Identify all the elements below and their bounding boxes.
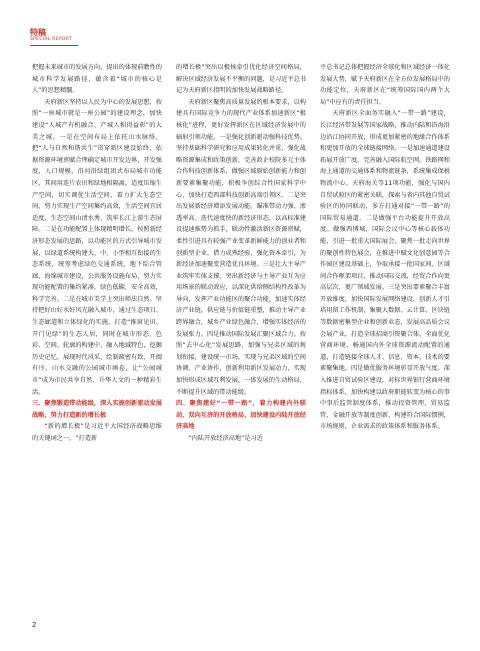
column-1: [32, 62, 162, 597]
section-header: [30, 28, 72, 43]
paragraph: “内陆开放经济高地”是习近: [188, 435, 263, 442]
paragraph: 天府新区坚持以人民为中心的发展思想，按照“一座城市就是一座公园”的建设理念，加快建设“人城产有机融合、产城人相得益彰”的大美之城。一是在空间布局上依托山水脉络，把“人与自然和谐共生”贯穿新区建设始终，依据资源环境禀赋合理确定城市开发边界，开发强度，人口规模，沿河沿绿组团式布局城市功能区，其间用连片农田和绿地相隔离，适度压缩生产空间，切实调优生活空间，着力扩大生态空间，努力实现生产空间集约高效，生活空间宜居适度，生态空间山清水秀，筑牢长江上游生态屏障。二是在功能配置上体现精明增长。按照新经济形态发展的思路，以功能区的方式引导城市发展，以绿道系统构建大、中、小型相互衔接的生态系统，统筹考虑绿色交通系统，地下综合管廊，海绵城市建设，公共服务设施布局，努力实现功能配置的集约紧凑，绿色低碳，安全高效，科学完善。二是在城市美学上突出师法自然。坚持把好山好水好风光融入城市，通过生态项目、生态廊道和立体绿化的实施，打造“推窗见田、开门见绿”的生态人居，同时在城市形态、色彩、空间、轮廓的构建中，融入地域特色，挖掘历史记忆，展现时代风采，绘制疏密有致、开阖有序、山水交融的公园城市画卷，让“公园城市”成为市民共享自然、升华人文的一种精彩生活。: [32, 98, 162, 396]
page-number: 2: [32, 621, 37, 629]
column-3: [320, 62, 450, 597]
paragraph: 天府新区聚焦高质量发展的根本要求，以构建具有国际竞争力的现代产业体系加速新区“极核化”进程，更好发挥新区在区域经济发展中的辐射引领功能。一是强化创新驱动强科技优势。坚持基础科学研究和应用成果转化并重，强化战略资源集成和政策创新，完善政企校院多元主体合作科技创新体系，做强区域原始创新能力和创新要素集聚功能，积极争创综合性国家科学中心，加快打造西部科技创新高端引领区。二是突出发展新经济增添发展动能。瞄准带动力强、渗透率高、迭代速度快的新经济形态，以高标准建设提速推势为抓手，联动性激活新区资源禀赋，柔性引进具有较强产业变革新鲜能力的创业者和创新型企业，借力成熟经验，强化资本牵引，为新经济加速聚变营造优良环境。三是壮大主导产业筑牢实体支撑。突出新经济与主导产业互为应用场景的联动效应，以深化供给侧结构性改革为导向，发挥产业功能区的聚合功能，加速实体经济产业链，供应链与价值链重塑，推动主导产业跨界融合，城乡产业绿色融合，增强实体经济的发展张力。四是推动国际发展汇聚区域合力。按照“去中心化”发展思路，加强与兄弟区域的规划衔接，建设统一市场，实现与兄弟区域的空间协调、产业协作，创新利用新区发展动力，实现加快形成区域互利发展，一体发展的生动格局，不断提升区域的带动能级。: [176, 98, 306, 396]
subheading: 三、聚焦锻造带动能级，深入实施创新驱动发展战略，努力打造新的增长极: [32, 400, 162, 419]
section-title: 特稿: [30, 28, 46, 37]
paragraph: 把握未来城市的发展方向，提出的体现前瞻性的城市科学发展路径，蕴含着“城市的核心是人”的思想精髓。: [32, 64, 162, 95]
paragraph: 的增长极”突出以极核牵引优化经济空间格局，解决区域经济发展不平衡的问题，是习近平总书记为天府新区指明的加快发展战略路径。: [176, 64, 306, 95]
paragraph: 天府新区全面务实融入“一带一路”建设，长江经济带发展等国家战略，推动内陆和沿海沿边沿江协同开放，形成更加紧密的地缘合作体系和更加开放的全球链接网络。一是加速通道建设拓展开放广度。完善融入国际航空网，铁路网和海上通道的交通体系和物流链条，系统集成保税物流中心、天府海关等11项功能，强化与国内自贸试验区的紧密关联，探索与省内其他自贸试验区的协同联动，多方打通对接“一带一路”的国际贸易通道。二是做强平台功能提升开放高度。做强西博城，国际会议中心等核心载体功能，引进一批重大国际展会，聚焦一批走向世界的聚创性特色展会，在推进中赋文化创意园等合作园区建设基础上，争取承接一批国家间、区域间合作框架项目，推动国际交流，经贸合作向更高层次、更广领域发展。三是突出要素聚合丰富开放维度。加快国际发展网络建设，创新人才引培用留工作机制，集聚大数据、云计算、区块链等数据密集型企业和创新业态，发展高品质会议会展产业，打造全球招商引资聚合体，全面优化营商环境，畅通国内外全球资源流动配置的通道，打造链接全球人才、信息、资本，技术的要素聚集地。四是做优服务环境彰显开放气度。深入推进自贸试验区建设，对标世界银行营商环境指标体系，加快构建以政府职能转变为核心的事中事后监管制度体系，推动投资管理，贸易监管，金融开放等制度创新，构建符合国际惯例，市场规则，企业需求的政策体系和服务体系。: [320, 110, 450, 431]
article-body: [32, 62, 450, 597]
paragraph: 平总书记总体把握经济全球化和区域经济一体化发展大势，赋予天府新区在全方位发展格局中的功能定位，天府新区在“统筹国际国内两个大局”中应有的责任担当。: [320, 64, 450, 106]
section-subtitle: SPECIAL REPORT: [30, 37, 72, 42]
subheading: 四、聚焦建好“一带一路”，着力构建内外联动、双向互济的开放格局，加快建设内陆开放经济高地: [176, 400, 306, 431]
header-rule: [30, 45, 78, 46]
paragraph: “新的增长极”是习近平大国经济战略思维的关键词之一。“打造新: [32, 423, 162, 442]
column-2: [176, 62, 306, 597]
